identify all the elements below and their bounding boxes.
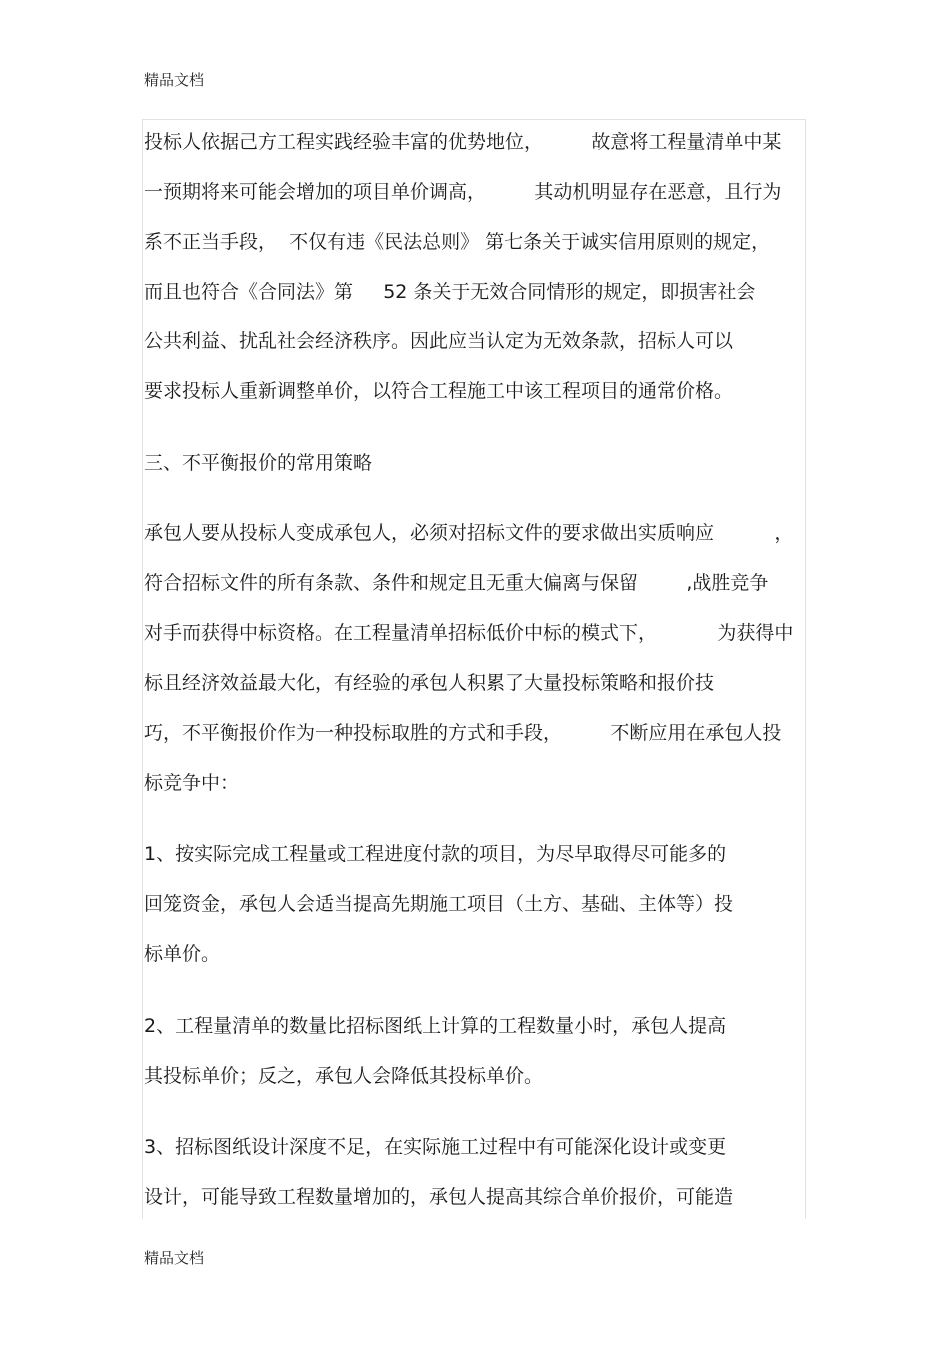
list-item-line: 其投标单价；反之，承包人会降低其投标单价。 xyxy=(144,1065,544,1087)
text-line: 系不正当手段， 不仅有违《民法总则》 第七条关于诚实信用原则的规定， xyxy=(144,231,771,253)
text-line: 一预期将来可能会增加的项目单价调高， 其动机明显存在恶意，且行为 xyxy=(144,181,782,203)
page-footer-label: 精品文档 xyxy=(144,1249,205,1267)
list-item-line: 标单价。 xyxy=(144,943,221,965)
text-line: 符合招标文件的所有条款、条件和规定且无重大偏离与保留 ,战胜竞争 xyxy=(144,572,769,594)
text-line: 标竞争中： xyxy=(144,772,240,794)
list-item-line: 1、按实际完成工程量或工程进度付款的项目，为尽早取得尽可能多的 xyxy=(144,843,727,865)
text-line: 标且经济效益最大化，有经验的承包人积累了大量投标策略和报价技 xyxy=(144,672,715,694)
text-line: 承包人要从投标人变成承包人，必须对招标文件的要求做出实质响应 ， xyxy=(144,522,794,544)
text-line: 对手而获得中标资格。在工程量清单招标低价中标的模式下， 为获得中 xyxy=(144,622,794,644)
page-header-label: 精品文档 xyxy=(144,71,205,89)
text-line: 公共利益、扰乱社会经济秩序。因此应当认定为无效条款，招标人可以 xyxy=(144,330,734,352)
text-line: 投标人依据己方工程实践经验丰富的优势地位， 故意将工程量清单中某 xyxy=(144,131,782,153)
list-item-line: 回笼资金，承包人会适当提高先期施工项目（土方、基础、主体等）投 xyxy=(144,893,734,915)
list-item-line: 2、工程量清单的数量比招标图纸上计算的工程数量小时，承包人提高 xyxy=(144,1015,727,1037)
section-heading: 三、不平衡报价的常用策略 xyxy=(144,452,373,474)
text-line: 要求投标人重新调整单价，以符合工程施工中该工程项目的通常价格。 xyxy=(144,380,734,402)
text-line: 而且也符合《合同法》第 52 条关于无效合同情形的规定，即损害社会 xyxy=(144,281,756,303)
list-item-line: 设计，可能导致工程数量增加的，承包人提高其综合单价报价，可能造 xyxy=(144,1186,734,1208)
text-line: 巧，不平衡报价作为一种投标取胜的方式和手段， 不断应用在承包人投 xyxy=(144,722,782,744)
list-item-line: 3、招标图纸设计深度不足，在实际施工过程中有可能深化设计或变更 xyxy=(144,1136,727,1158)
